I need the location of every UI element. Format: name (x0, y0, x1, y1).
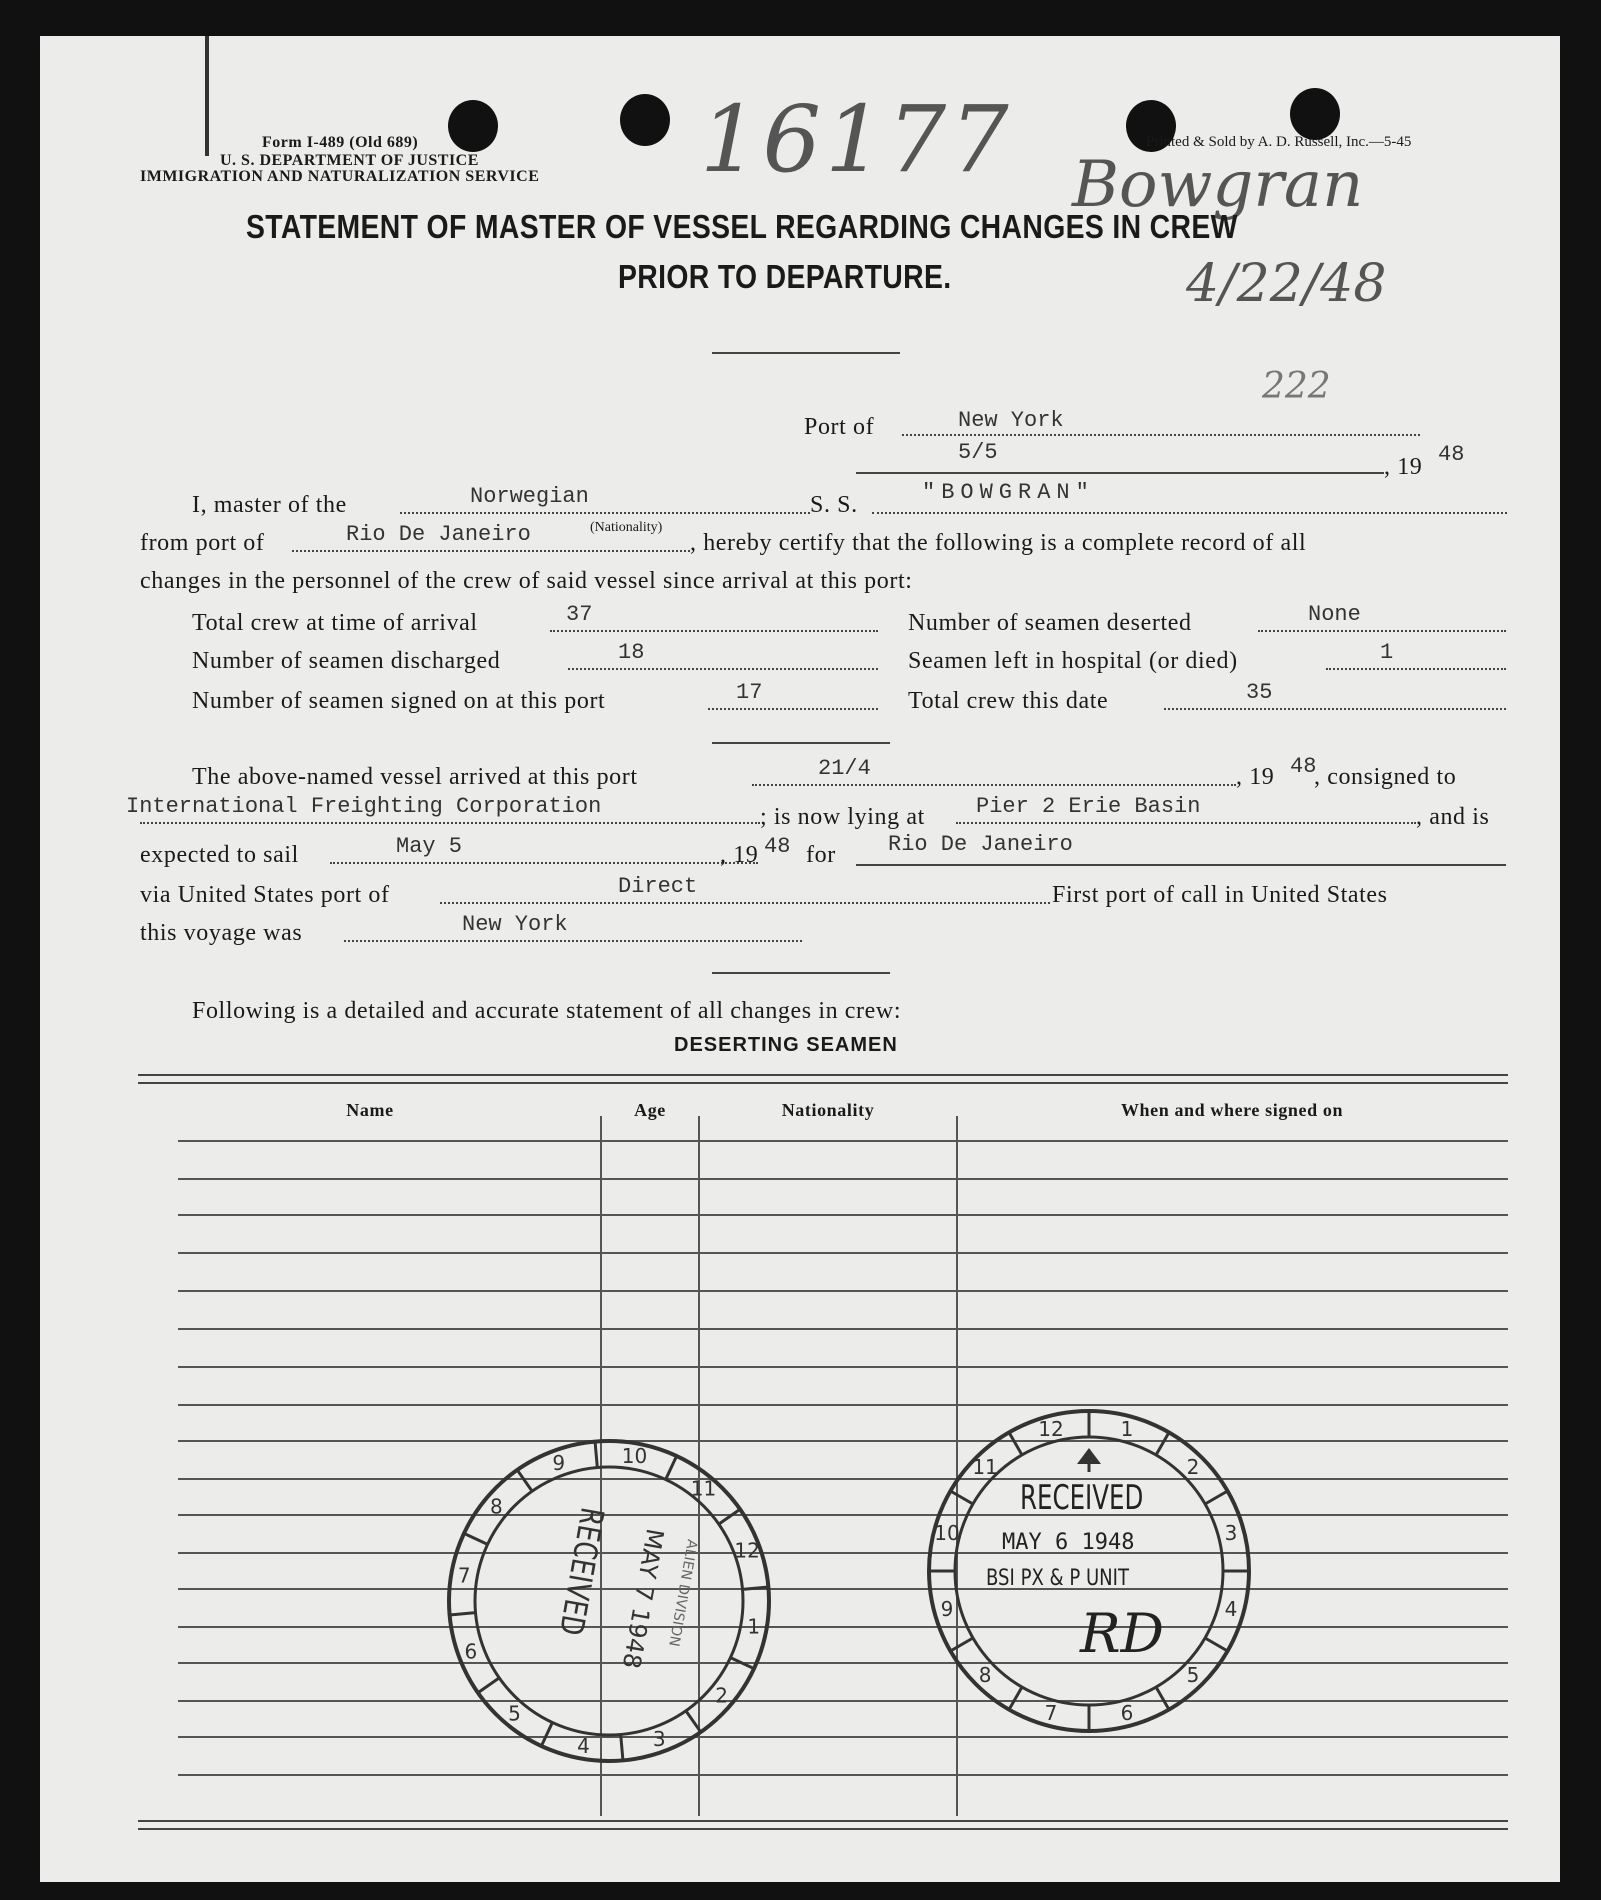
stamp-tick (1205, 1491, 1228, 1504)
stamp-number: 4 (1224, 1597, 1238, 1622)
table-row (178, 1626, 1508, 1628)
stamp-number: 10 (934, 1520, 960, 1545)
signed-on-value: 17 (736, 680, 763, 705)
stamp-number: 1 (747, 1614, 761, 1639)
from-port-value: Rio De Janeiro (346, 522, 531, 547)
table-row (178, 1252, 1508, 1254)
destination-line (856, 864, 1506, 866)
signed-on-line (708, 708, 878, 710)
table-row (178, 1478, 1508, 1480)
punch-hole (620, 94, 670, 146)
table-row (178, 1552, 1508, 1554)
lying-value: Pier 2 Erie Basin (976, 794, 1201, 819)
stamp-number: 11 (690, 1476, 717, 1501)
stamp-number: 8 (978, 1662, 992, 1687)
handwritten-date-note: 4/22/48 (1186, 254, 1387, 314)
year-prefix: , 19 (1384, 454, 1423, 480)
total-arrival-label: Total crew at time of arrival (192, 610, 478, 636)
from-port-label: from port of (140, 530, 265, 556)
stamp-tick (1009, 1432, 1022, 1455)
sail-year: 48 (764, 834, 791, 859)
page-number: 222 (1262, 366, 1331, 407)
column-header-nationality: Nationality (781, 1100, 875, 1120)
stamp-right-initials: RD (1080, 1602, 1164, 1665)
handwritten-vessel-note: Bowgran (1072, 148, 1364, 222)
table-row (178, 1140, 1508, 1142)
table-row (178, 1366, 1508, 1368)
form-number: Form I-489 (Old 689) (262, 134, 419, 151)
changes-statement: Following is a detailed and accurate statement of all changes in crew: (192, 998, 902, 1024)
column-header-name: Name (346, 1100, 394, 1120)
stamp-number: 7 (457, 1563, 471, 1588)
discharged-line (568, 668, 878, 670)
stamp-number: 5 (1186, 1662, 1200, 1687)
discharged-value: 18 (618, 640, 645, 665)
handwritten-stroke (205, 36, 209, 156)
stamp-number: 9 (940, 1597, 954, 1622)
year-value: 48 (1438, 442, 1465, 467)
total-date-label: Total crew this date (908, 688, 1109, 714)
stamp-number: 5 (508, 1701, 521, 1726)
sail-date-line (330, 862, 758, 864)
deserted-line (1258, 630, 1506, 632)
stamp-tick (950, 1491, 973, 1504)
stamp-left-unit: ALIEN DIVISION (665, 1538, 700, 1648)
stamp-tick (1009, 1687, 1022, 1710)
table-row (178, 1404, 1508, 1406)
stamp-number: 6 (464, 1639, 478, 1664)
handwritten-file-number: 16177 (700, 86, 1013, 193)
stamp-number: 1 (1120, 1417, 1134, 1442)
stamp-number: 8 (490, 1494, 503, 1519)
ss-label: S. S. (810, 492, 858, 518)
table-row (178, 1178, 1508, 1180)
first-port-value: New York (462, 912, 568, 937)
signed-on-label: Number of seamen signed on at this port (192, 688, 606, 714)
arrived-year: 48 (1290, 754, 1317, 779)
arrived-line (752, 784, 1236, 786)
nationality-value: Norwegian (470, 484, 589, 509)
date-line (856, 472, 1384, 474)
stamp-number: 10 (621, 1444, 648, 1469)
consigned-label: , consigned to (1314, 764, 1457, 790)
table-row (178, 1328, 1508, 1330)
port-value: New York (958, 408, 1064, 433)
and-is-label: , and is (1416, 804, 1490, 830)
lying-label: ; is now lying at (760, 804, 925, 830)
stamp-number: 9 (552, 1450, 566, 1475)
certify-text: , hereby certify that the following is a complete record of all (690, 530, 1307, 556)
via-line (440, 902, 1050, 904)
table-bottom-rule (138, 1820, 1508, 1822)
stamp-right-unit: BSI PX & P UNIT (986, 1566, 1130, 1591)
table-top-rule-2 (138, 1082, 1508, 1084)
table-row (178, 1290, 1508, 1292)
stamp-right-date: MAY 6 1948 (1002, 1530, 1135, 1555)
hospital-value: 1 (1380, 640, 1394, 665)
lying-line (956, 822, 1416, 824)
consignee-line (140, 822, 760, 824)
service-name: IMMIGRATION AND NATURALIZATION SERVICE (140, 168, 540, 185)
port-line (902, 434, 1420, 436)
date-value: 5/5 (958, 440, 998, 465)
section-title: DESERTING SEAMEN (674, 1034, 898, 1056)
stamp-tick (1205, 1638, 1228, 1651)
form-page (40, 36, 1560, 1882)
from-port-line (292, 550, 690, 552)
stamp-tick (950, 1638, 973, 1651)
stamp-left-date: MAY 7 1948 (616, 1526, 670, 1671)
vessel-name: "BOWGRAN" (922, 480, 1095, 505)
arrived-date: 21/4 (818, 756, 871, 781)
stamp-tick (1156, 1432, 1169, 1455)
nationality-line (400, 512, 810, 514)
stamp-number: 2 (1186, 1455, 1200, 1480)
table-row (178, 1774, 1508, 1776)
total-date-line (1164, 708, 1506, 710)
section-divider (712, 742, 890, 744)
sail-date: May 5 (396, 834, 463, 859)
section-divider-2 (712, 972, 890, 974)
stamp-number: 12 (1038, 1417, 1064, 1442)
arrived-year-prefix: , 19 (1236, 764, 1275, 790)
column-header-age: Age (634, 1100, 666, 1120)
punch-hole (448, 100, 498, 152)
changes-text: changes in the personnel of the crew of said vessel since arrival at this port: (140, 568, 913, 594)
stamp-number: 3 (652, 1727, 666, 1752)
stamp-number: 6 (1120, 1700, 1134, 1725)
stamp-right-word: RECEIVED (1020, 1478, 1144, 1518)
destination-value: Rio De Janeiro (888, 832, 1073, 857)
table-row (178, 1440, 1508, 1442)
stamp-number: 12 (734, 1538, 760, 1563)
printer-credit: Printed & Sold by A. D. Russell, Inc.—5-45 (1146, 134, 1412, 150)
port-label: Port of (804, 414, 875, 440)
arrived-label: The above-named vessel arrived at this port (192, 764, 638, 790)
this-voyage-label: this voyage was (140, 920, 303, 946)
discharged-label: Number of seamen discharged (192, 648, 501, 674)
hospital-line (1326, 668, 1506, 670)
table-row (178, 1700, 1508, 1702)
first-port-line (344, 940, 802, 942)
table-row (178, 1736, 1508, 1738)
nationality-caption: (Nationality) (590, 520, 663, 535)
received-stamp-left (444, 1436, 774, 1766)
stamp-number: 4 (577, 1733, 590, 1758)
stamp-number: 2 (715, 1683, 728, 1708)
table-row (178, 1514, 1508, 1516)
table-top-rule (138, 1074, 1508, 1076)
arrow-up-icon (1077, 1448, 1101, 1464)
total-arrival-line (550, 630, 878, 632)
punch-hole (1290, 88, 1340, 140)
deserted-label: Number of seamen deserted (908, 610, 1192, 636)
stamp-number: 11 (972, 1455, 998, 1480)
stamp-tick (1156, 1687, 1169, 1710)
title-divider (712, 352, 900, 354)
table-bottom-rule-2 (138, 1828, 1508, 1830)
consignee-value: International Freighting Corporation (126, 794, 602, 819)
table-row (178, 1588, 1508, 1590)
hospital-label: Seamen left in hospital (or died) (908, 648, 1238, 674)
department-name: U. S. DEPARTMENT OF JUSTICE (220, 152, 479, 169)
total-arrival-value: 37 (566, 602, 593, 627)
stamp-number: 7 (1044, 1700, 1058, 1725)
stamp-number: 3 (1224, 1520, 1238, 1545)
expected-label: expected to sail (140, 842, 299, 868)
table-row (178, 1662, 1508, 1664)
via-value: Direct (618, 874, 698, 899)
total-date-value: 35 (1246, 680, 1273, 705)
table-row (178, 1214, 1508, 1216)
via-label: via United States port of (140, 882, 390, 908)
deserted-value: None (1308, 602, 1361, 627)
form-title-line2: PRIOR TO DEPARTURE. (618, 258, 952, 295)
column-header-when-where: When and where signed on (1120, 1100, 1344, 1120)
for-label: for (806, 842, 836, 868)
received-stamp-right (924, 1406, 1254, 1736)
sail-year-prefix: , 19 (720, 842, 759, 868)
first-port-label: First port of call in United States (1052, 882, 1388, 908)
master-intro: I, master of the (192, 492, 347, 518)
stamp-left-word: RECEIVED (551, 1504, 612, 1639)
vessel-line (872, 512, 1507, 514)
form-title-line1: STATEMENT OF MASTER OF VESSEL REGARDING CHANGES IN CREW (246, 208, 1238, 245)
